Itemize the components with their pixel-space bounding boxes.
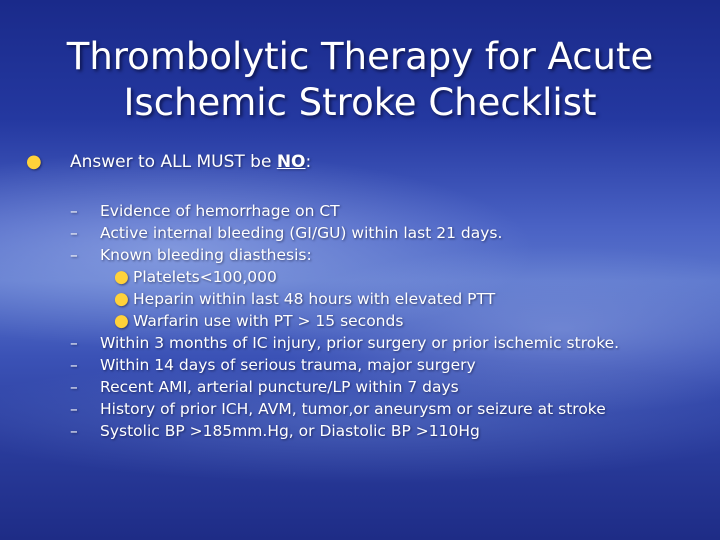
bullet-icon: ● bbox=[26, 151, 42, 172]
bullet-icon: ● bbox=[114, 289, 129, 309]
list-item bbox=[70, 222, 710, 244]
list-item-text: Recent AMI, arterial puncture/LP within 7 days bbox=[100, 378, 459, 396]
list-item-text: Within 3 months of IC injury, prior surgery or prior ischemic stroke. bbox=[100, 334, 620, 352]
list-item bbox=[70, 200, 710, 222]
sub-list-item-text: Warfarin use with PT > 15 seconds bbox=[133, 312, 404, 330]
list-item bbox=[70, 332, 710, 354]
sub-list-item bbox=[70, 310, 710, 332]
list-item-text: Known bleeding diasthesis: bbox=[100, 246, 312, 264]
list-item bbox=[70, 398, 710, 420]
checklist bbox=[70, 200, 710, 442]
dash-icon: – bbox=[70, 422, 78, 440]
sub-list-item bbox=[70, 288, 710, 310]
dash-icon: – bbox=[70, 356, 78, 374]
list-item-text: Evidence of hemorrhage on CT bbox=[100, 202, 340, 220]
bullet-icon: ● bbox=[114, 311, 129, 331]
dash-icon: – bbox=[70, 400, 78, 418]
dash-icon: – bbox=[70, 334, 78, 352]
main-bullet-suffix: : bbox=[305, 152, 312, 172]
sub-list-item bbox=[70, 266, 710, 288]
main-bullet-text bbox=[70, 150, 311, 174]
list-item bbox=[70, 244, 710, 266]
main-bullet-prefix: Answer to ALL MUST be bbox=[70, 152, 277, 172]
dash-icon: – bbox=[70, 246, 78, 264]
sub-list-item-text: Platelets<100,000 bbox=[133, 268, 277, 286]
list-item-text: Active internal bleeding (GI/GU) within last 21 days. bbox=[100, 224, 503, 242]
list-item bbox=[70, 376, 710, 398]
dash-icon: – bbox=[70, 378, 78, 396]
slide-title bbox=[60, 34, 660, 126]
list-item-text: History of prior ICH, AVM, tumor,or aneurysm or seizure at stroke bbox=[100, 400, 606, 418]
sub-list-item-text: Heparin within last 48 hours with elevated PTT bbox=[133, 290, 496, 308]
list-item-text: Within 14 days of serious trauma, major surgery bbox=[100, 356, 476, 374]
dash-icon: – bbox=[70, 202, 78, 220]
list-item bbox=[70, 354, 710, 376]
list-item-text: Systolic BP >185mm.Hg, or Diastolic BP >110Hg bbox=[100, 422, 480, 440]
title-line-1: Thrombolytic Therapy for Acute bbox=[66, 35, 654, 78]
list-item bbox=[70, 420, 710, 442]
bullet-icon: ● bbox=[114, 267, 129, 287]
dash-icon: – bbox=[70, 224, 78, 242]
title-line-2: Ischemic Stroke Checklist bbox=[123, 81, 597, 124]
main-bullet-emphasis: NO bbox=[276, 152, 306, 172]
